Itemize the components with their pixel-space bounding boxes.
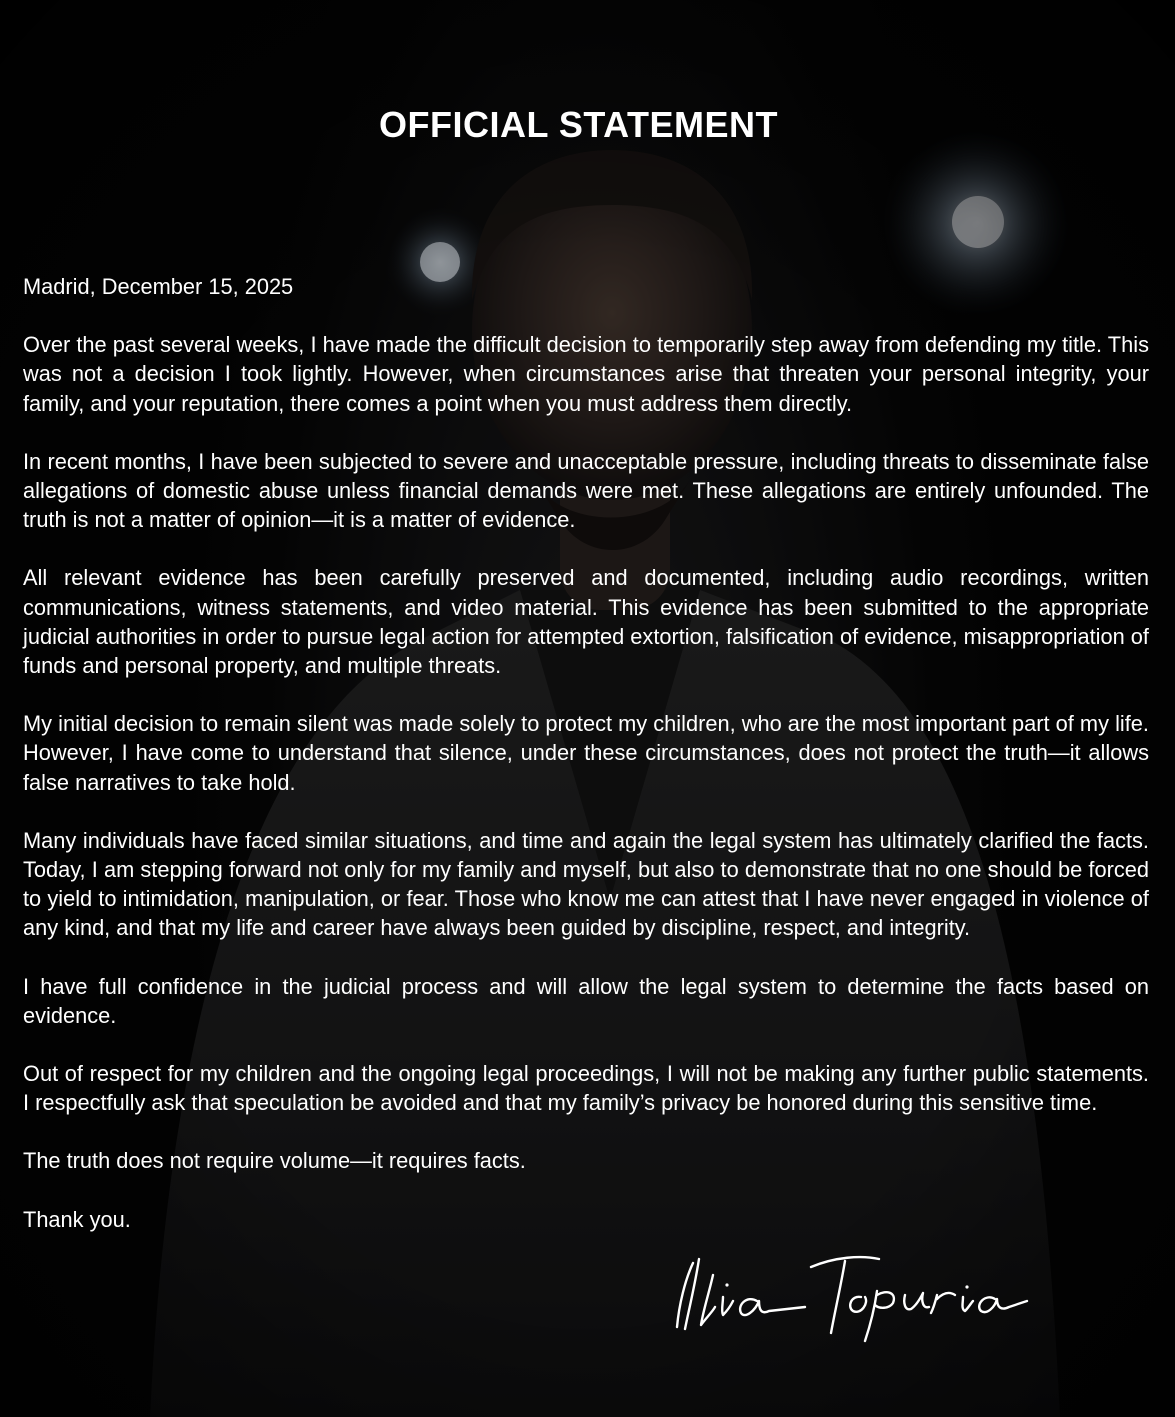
paragraph-1: Over the past several weeks, I have made the difficult decision to temporarily step away from defending my title. This was not a decision I took lightly. However, when circumstances arise that threaten your personal integrity, your family, and your reputation, there comes a point when you must address them directly. <box>23 332 1149 416</box>
paragraph-7: Out of respect for my children and the ongoing legal proceedings, I will not be making any further public statements. I respectfully ask that speculation be avoided and that my family’s privacy be honored during this sensitive time. <box>23 1061 1149 1116</box>
paragraph-2: In recent months, I have been subjected to severe and unacceptable pressure, including threats to disseminate false allegations of domestic abuse unless financial demands were met. These allegations are entirely unfounded. The truth is not a matter of opinion—it is a matter of evidence. <box>23 448 1149 533</box>
paragraph-5: Many individuals have faced similar situations, and time and again the legal system has ultimately clarified the facts. Today, I am stepping forward not only for my family and myself, but also to demonstrate that no one should be forced to yield to intimidation, manipulation, or fear. Those who know me can attest that I have never engaged in violence of any kind, and that my life and career have always been guided by discipline, respect, and integrity. <box>23 827 1149 941</box>
sign-off: Thank you. <box>23 1206 131 1232</box>
closing-line: The truth does not require volume—it requires facts. <box>23 1148 526 1174</box>
paragraph-6: I have full confidence in the judicial process and will allow the legal system to determine the facts based on evidence. <box>23 973 1149 1028</box>
paragraph-4: My initial decision to remain silent was made solely to protect my children, who are the most important part of my life. However, I have come to understand that silence, under these circumstances, does not protect the truth—it allows false narratives to take hold. <box>23 711 1149 795</box>
statement-title: OFFICIAL STATEMENT <box>379 104 778 145</box>
handwritten-signature <box>665 1245 1035 1345</box>
dateline: Madrid, December 15, 2025 <box>23 274 294 299</box>
paragraph-3: All relevant evidence has been carefully preserved and documented, including audio recordings, written communications, witness statements, and video material. This evidence has been submitted to the appropriate judicial authorities in order to pursue legal action for attempted extortion, falsification of evidence, misappropriation of funds and personal property, and multiple threats. <box>23 565 1149 679</box>
statement-body <box>23 272 1149 1263</box>
